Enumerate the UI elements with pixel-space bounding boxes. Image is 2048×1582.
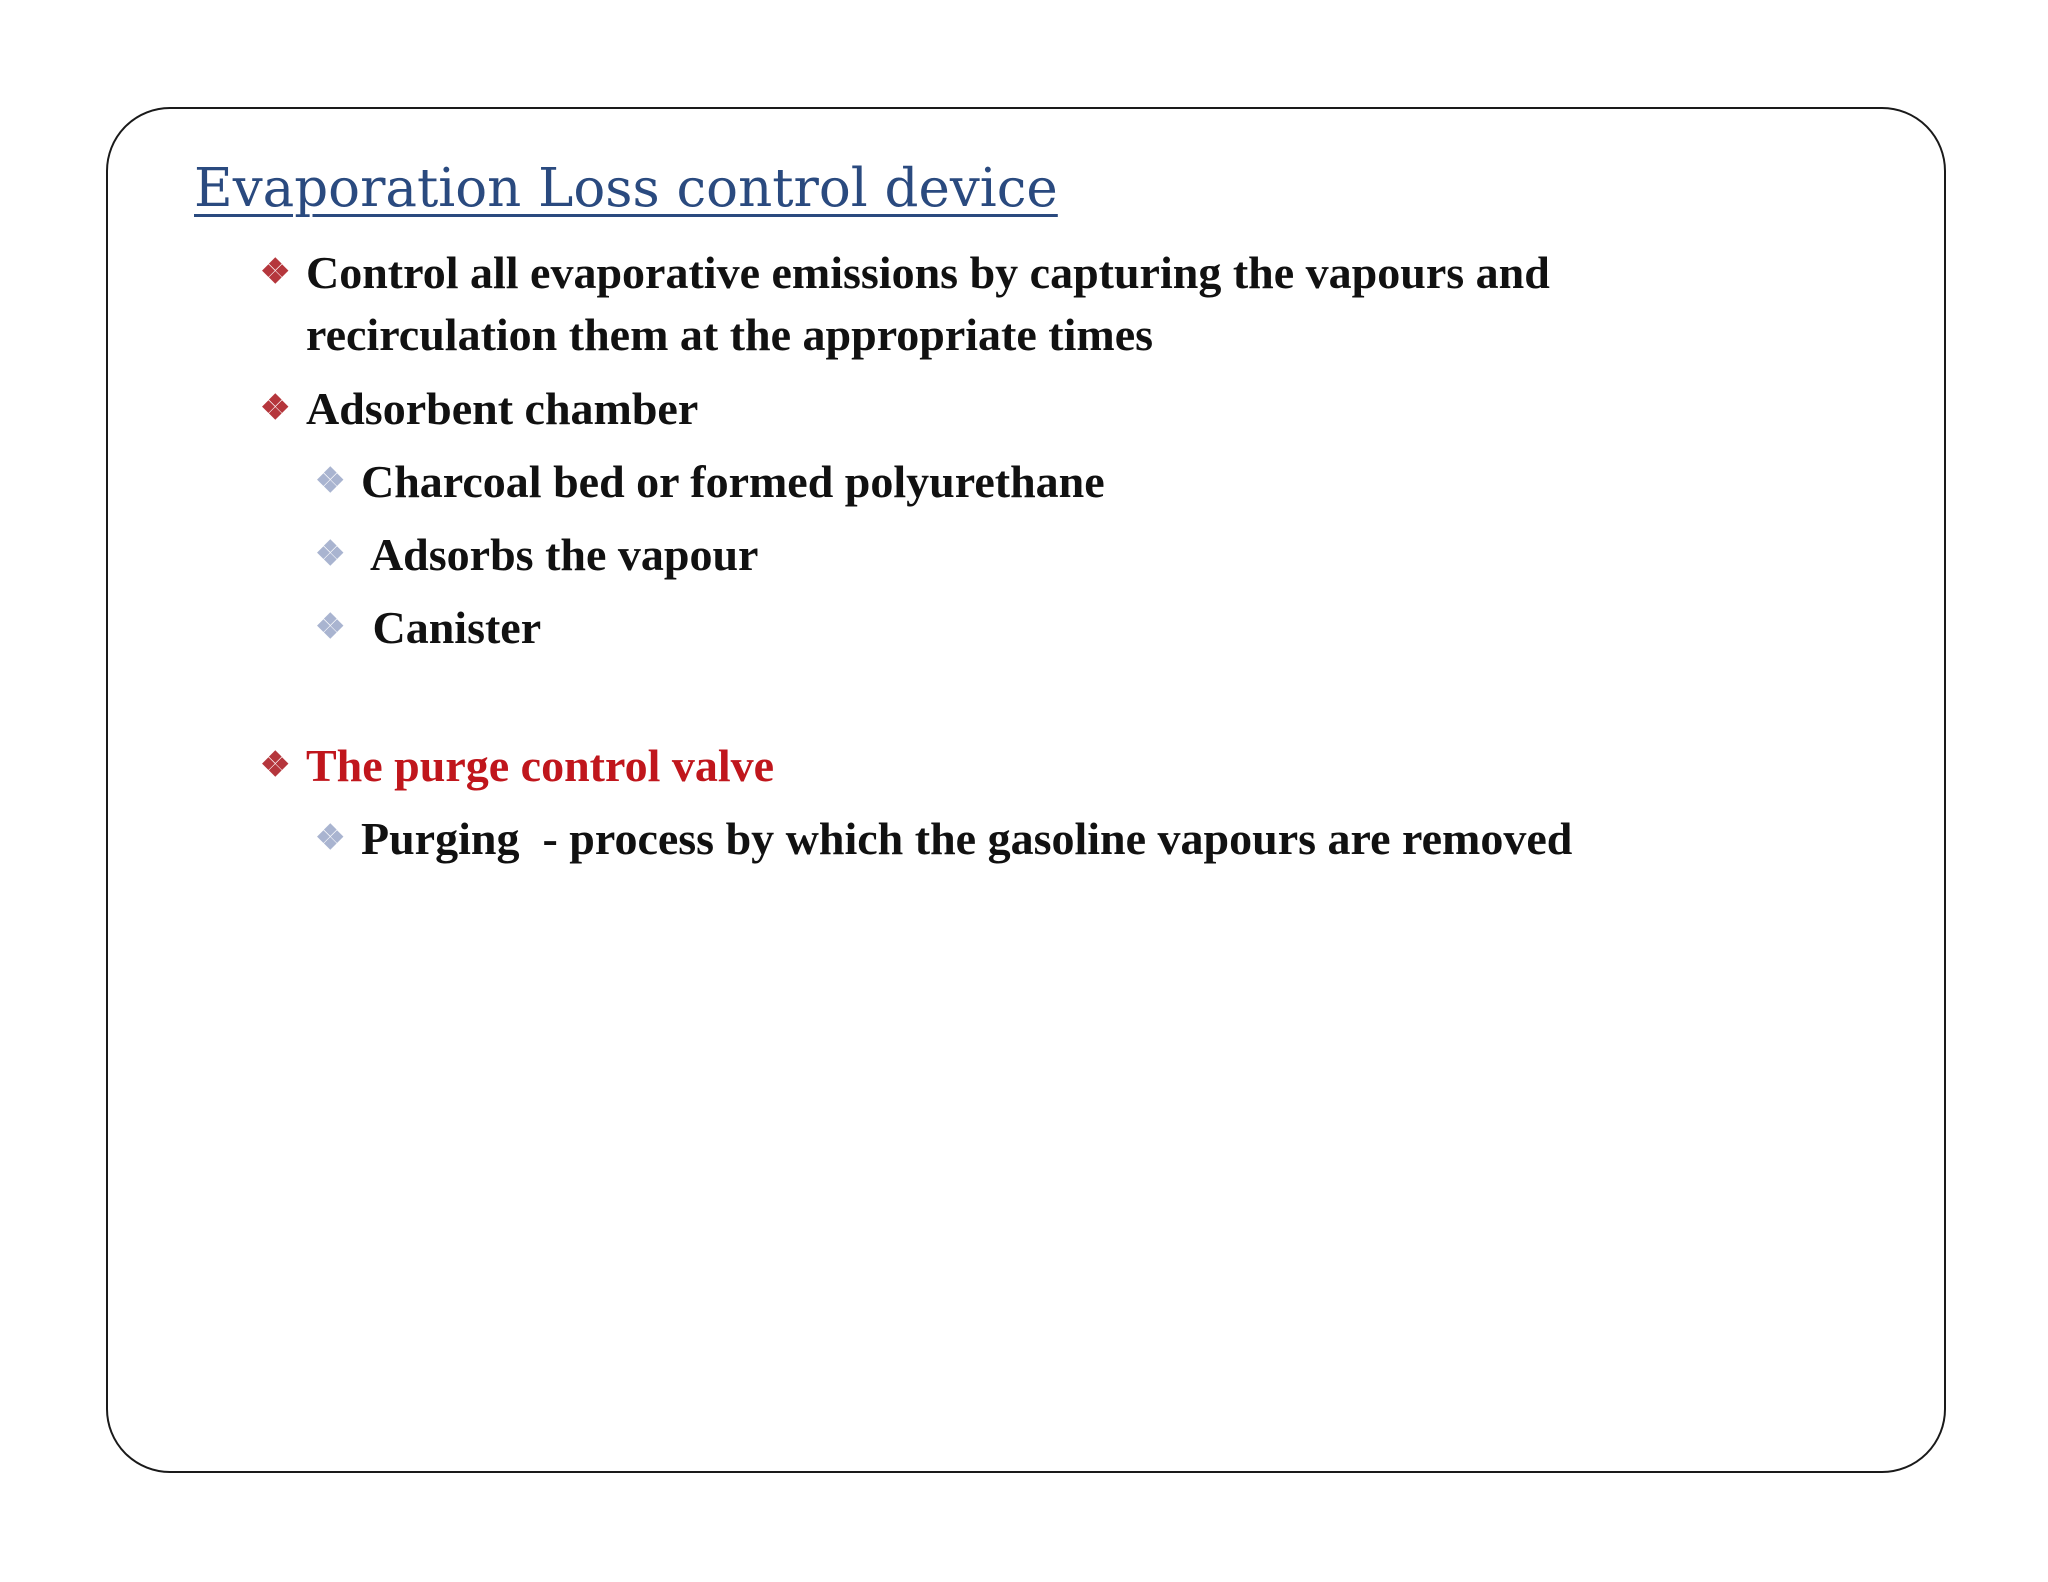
bullet-text: Adsorbent chamber: [306, 383, 699, 434]
diamond-cluster-icon: ❖: [260, 747, 291, 784]
bullet-purge-control-valve: [260, 735, 774, 797]
subbullet-text: Adsorbs the vapour: [361, 529, 759, 580]
subbullet-adsorbs-vapour: [315, 524, 758, 586]
subbullet-canister: [315, 597, 541, 659]
bullet-line: Control all evaporative emissions by capturing the vapours and: [306, 247, 1550, 298]
bullet-control-emissions: [260, 242, 1550, 366]
subbullet-text: Charcoal bed or formed polyurethane: [361, 456, 1105, 507]
diamond-cluster-icon: ❖: [315, 609, 346, 646]
diamond-cluster-icon: ❖: [315, 820, 346, 857]
bullet-text: The purge control valve: [306, 740, 775, 791]
diamond-cluster-icon: ❖: [315, 463, 346, 500]
subbullet-purging: [315, 808, 1572, 870]
diamond-cluster-icon: ❖: [315, 536, 346, 573]
bullet-line: recirculation them at the appropriate times: [306, 309, 1154, 360]
subbullet-charcoal-bed: [315, 451, 1105, 513]
subbullet-text: Canister: [361, 602, 542, 653]
bullet-adsorbent-chamber: [260, 378, 698, 440]
diamond-cluster-icon: ❖: [260, 254, 291, 291]
diamond-cluster-icon: ❖: [260, 390, 291, 427]
subbullet-text: Purging - process by which the gasoline vapours are removed: [361, 813, 1573, 864]
slide-title: Evaporation Loss control device: [194, 158, 1058, 219]
